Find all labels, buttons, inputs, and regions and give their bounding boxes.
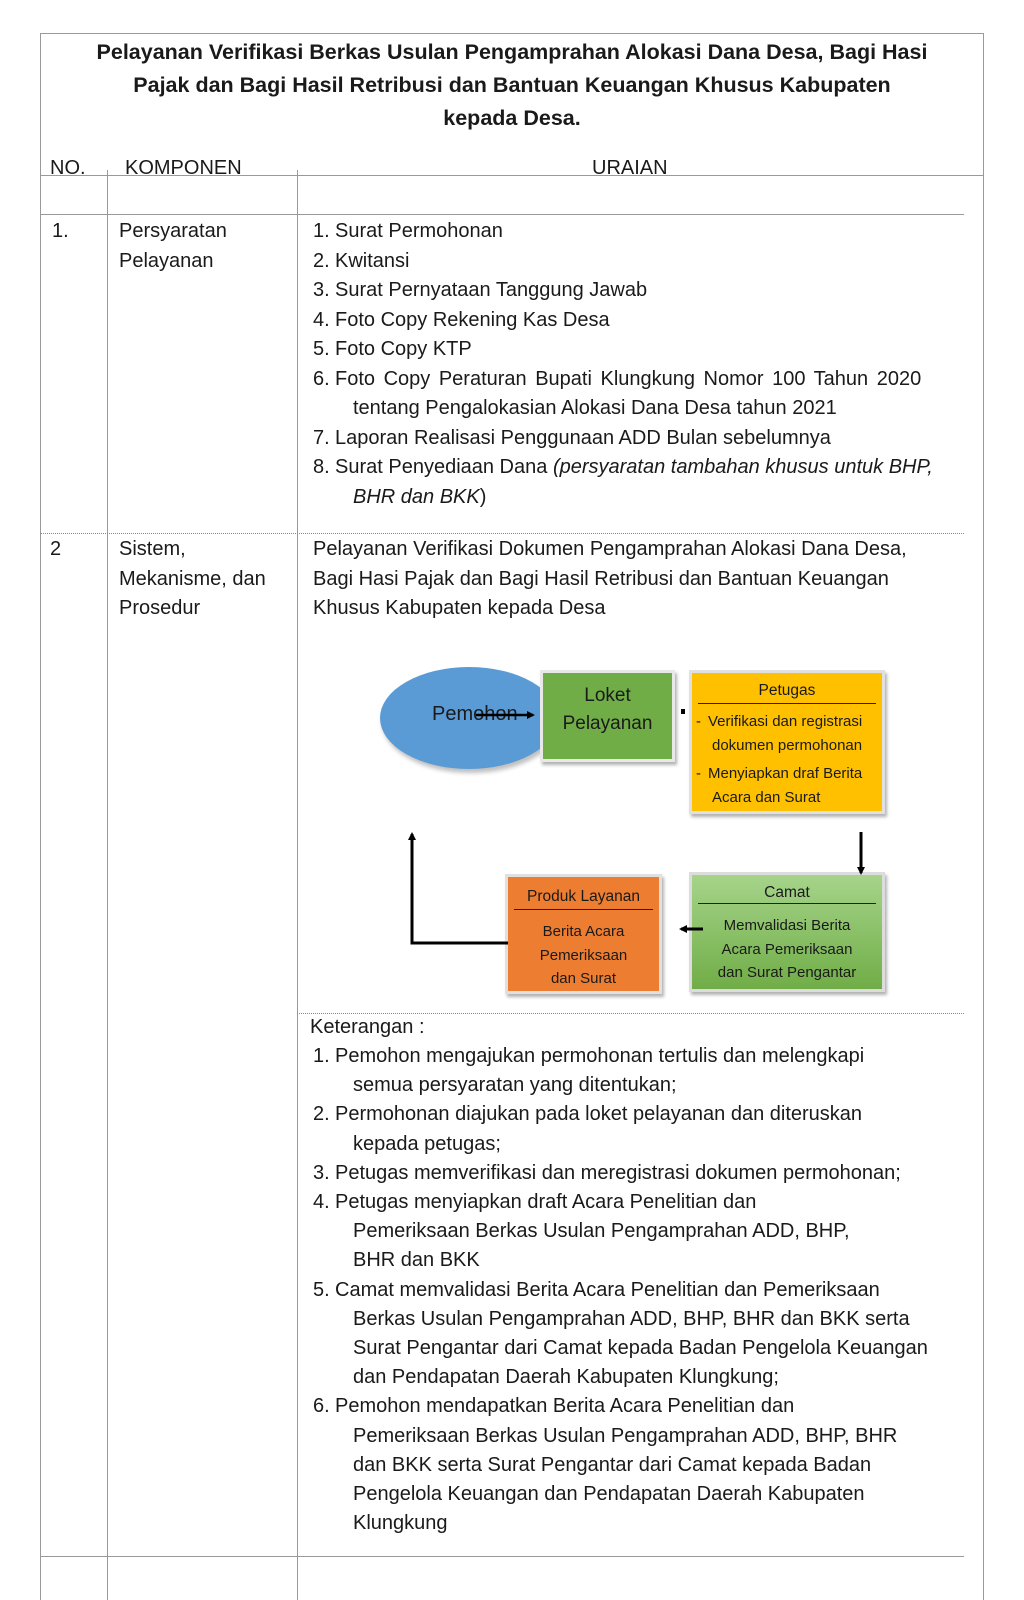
list-item — [313, 276, 963, 306]
title-line-3: kepada Desa. — [443, 106, 581, 130]
item-text-continued: BHR dan BKK — [353, 1249, 480, 1272]
item-number: 5. — [313, 1278, 330, 1301]
uraian-line3: Khusus Kabupaten kepada Desa — [313, 597, 606, 619]
item-text-italic-2: BHR dan BKK — [353, 485, 480, 508]
item-text: Foto Copy KTP — [335, 338, 472, 360]
petugas-item1-line1: Verifikasi dan registrasi — [708, 713, 863, 730]
item-number: 1. — [313, 220, 330, 242]
item-text-continued: tentang Pengalokasian Alokasi Dana Desa tahun 2021 — [353, 397, 837, 419]
item-text-continued: Pemeriksaan Berkas Usulan Pengamprahan ADD, BHP, — [353, 1220, 850, 1243]
list-item — [313, 306, 963, 336]
list-item — [313, 217, 963, 247]
item-text-continued: Berkas Usulan Pengamprahan ADD, BHP, BHR dan BKK serta — [353, 1307, 910, 1330]
produk-body — [508, 910, 659, 991]
row2-bottom-line — [40, 1556, 964, 1557]
item-number: 1. — [313, 1045, 330, 1067]
list-item — [313, 1276, 961, 1393]
row2-komponen-line2: Mekanisme, dan — [119, 567, 266, 590]
uraian-line2: Bagi Hasi Pajak dan Bagi Hasil Retribusi dan Bantuan Keuangan — [313, 567, 889, 590]
item-text: Surat Permohonan — [335, 220, 503, 242]
item-text: Camat memvalidasi Berita Acara Penelitian dan Pemeriksaan — [335, 1278, 880, 1301]
document-title — [41, 34, 983, 176]
item-text: Foto Copy Peraturan Bupati Klungkung Nomor 100 Tahun 2020 — [335, 367, 922, 390]
list-item — [313, 365, 963, 424]
list-item — [313, 1392, 961, 1538]
dash-icon: - — [696, 713, 701, 730]
loket-line2: Pelayanan — [562, 713, 653, 734]
row1-komponen — [119, 217, 227, 276]
item-text: Petugas menyiapkan draft Acara Penelitian dan — [335, 1191, 757, 1214]
item-number: 2. — [313, 1103, 330, 1126]
camat-title: Camat — [764, 884, 810, 901]
list-item — [313, 247, 963, 277]
header-no: NO. — [50, 157, 86, 179]
item-text: Petugas memverifikasi dan meregistrasi dokumen permohonan; — [335, 1161, 901, 1184]
item-text: Surat Pernyataan Tanggung Jawab — [335, 279, 648, 301]
item-text-continued — [335, 483, 963, 513]
petugas-item — [694, 710, 882, 757]
item-text: Pemohon mendapatkan Berita Acara Penelitian dan — [335, 1395, 795, 1418]
camat-line3: dan Surat Pengantar — [717, 964, 857, 981]
item-number: 5. — [313, 338, 330, 360]
item-text — [335, 453, 963, 483]
item-text-continued: semua persyaratan yang ditentukan; — [353, 1074, 677, 1097]
list-item — [313, 424, 963, 454]
produk-title: Produk Layanan — [527, 888, 640, 905]
item-number: 2. — [313, 249, 330, 272]
camat-body — [692, 904, 882, 985]
list-item — [313, 1100, 961, 1158]
item-number: 8. — [313, 456, 330, 478]
list-item — [313, 1188, 961, 1276]
petugas-box — [689, 670, 885, 814]
title-line-2: Pajak dan Bagi Hasil Retribusi dan Bantuan Keuangan Khusus Kabupaten — [133, 73, 891, 97]
camat-line2: Acara Pemeriksaan — [721, 940, 853, 958]
column-divider-no — [107, 170, 108, 1600]
item-text: Foto Copy Rekening Kas Desa — [335, 308, 610, 331]
camat-box — [689, 872, 885, 992]
petugas-title: Petugas — [758, 682, 816, 699]
header-uraian: URAIAN — [592, 157, 668, 179]
petugas-item2-line2: Acara dan Surat — [712, 788, 821, 806]
keterangan-list — [313, 1042, 961, 1538]
item-text-italic: (persyaratan tambahan khusus untuk BHP, — [552, 456, 933, 478]
row2-komponen-line3: Prosedur — [119, 597, 201, 619]
item-number: 3. — [313, 279, 330, 301]
header-komponen: KOMPONEN — [125, 157, 242, 179]
produk-line3: dan Surat — [550, 970, 617, 987]
item-text: Pemohon mengajukan permohonan tertulis dan melengkapi — [335, 1045, 865, 1067]
loket-line1: Loket — [584, 685, 631, 706]
list-item — [313, 1042, 961, 1100]
produk-line1: Berita Acara — [542, 923, 625, 940]
item-text-close: ) — [479, 485, 487, 508]
list-item — [313, 1159, 961, 1188]
item-number: 3. — [313, 1161, 330, 1184]
row2-komponen-line1: Sistem, — [119, 538, 186, 560]
dash-icon: - — [696, 765, 701, 782]
list-item — [313, 453, 963, 512]
petugas-item1-line2: dokumen permohonan — [712, 736, 863, 754]
item-text-continued: dan Pendapatan Daerah Kabupaten Klungkung; — [353, 1366, 779, 1389]
loket-box — [540, 670, 675, 762]
item-number: 4. — [313, 1191, 330, 1214]
item-number: 6. — [313, 1395, 330, 1418]
petugas-item2-line1: Menyiapkan draf Berita — [708, 765, 863, 782]
produk-line2: Pemeriksaan — [539, 946, 628, 964]
row2-no: 2 — [50, 538, 62, 560]
list-item — [313, 335, 963, 365]
row1-komponen-line2: Pelayanan — [119, 249, 214, 272]
item-text-plain: Surat Penyediaan Dana — [335, 456, 553, 478]
item-text: Laporan Realisasi Penggunaan ADD Bulan sebelumnya — [335, 426, 831, 449]
row2-komponen — [119, 535, 266, 624]
title-line-1: Pelayanan Verifikasi Berkas Usulan Pengamprahan Alokasi Dana Desa, Bagi Hasi — [96, 40, 928, 64]
item-text-continued: kepada petugas; — [353, 1132, 501, 1155]
row1-no: 1. — [52, 220, 69, 242]
pemohon-label: Pemohon — [432, 703, 518, 725]
item-number: 6. — [313, 367, 330, 390]
produk-box — [505, 874, 662, 994]
requirements-list — [313, 217, 963, 512]
item-number: 7. — [313, 426, 330, 449]
petugas-item — [694, 762, 882, 809]
item-text-continued: Pengelola Keuangan dan Pendapatan Daerah Kabupaten — [353, 1483, 865, 1506]
header-bottom-line — [40, 214, 964, 215]
column-divider-komponen — [297, 170, 298, 1600]
row1-komponen-line1: Persyaratan — [119, 220, 227, 242]
item-text: Permohonan diajukan pada loket pelayanan dan diteruskan — [335, 1103, 863, 1126]
petugas-body — [692, 704, 882, 809]
camat-line1: Memvalidasi Berita — [723, 917, 851, 934]
item-number: 4. — [313, 308, 330, 331]
row2-uraian — [313, 535, 907, 624]
item-text-continued: dan BKK serta Surat Pengantar dari Camat kepada Badan — [353, 1453, 872, 1476]
item-text-continued: Klungkung — [353, 1512, 448, 1535]
uraian-line1: Pelayanan Verifikasi Dokumen Pengamprahan Alokasi Dana Desa, — [313, 538, 907, 560]
row1-bottom-line — [40, 533, 964, 534]
item-text: Kwitansi — [335, 249, 410, 272]
item-text-continued: Surat Pengantar dari Camat kepada Badan Pengelola Keuangan — [353, 1337, 928, 1360]
item-text-continued: Pemeriksaan Berkas Usulan Pengamprahan ADD, BHP, BHR — [353, 1424, 898, 1447]
keterangan-label: Keterangan : — [310, 1016, 425, 1038]
